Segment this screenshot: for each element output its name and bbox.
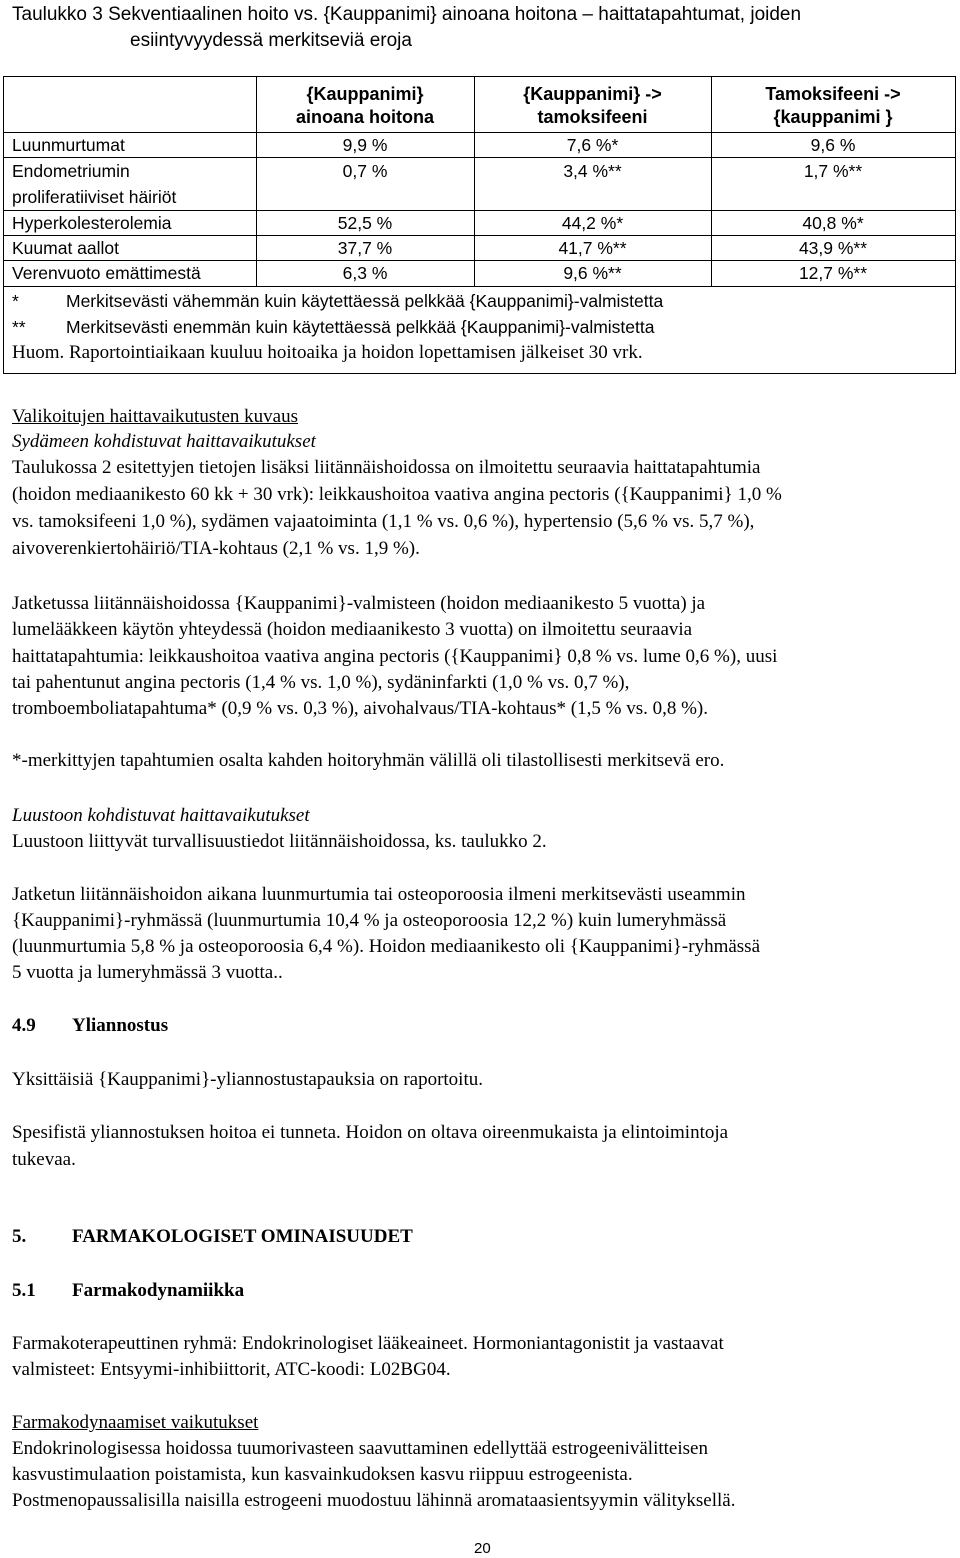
paragraph-line: *-merkittyjen tapahtumien osalta kahden hoitoryhmän välillä oli tilastollisesti merkitsevä ero. <box>12 750 725 771</box>
paragraph-line: kasvustimulaation poistamista, kun kasvainkudoksen kasvu riippuu estrogeenista. <box>12 1464 633 1485</box>
table-cell: 40,8 %* <box>802 213 864 233</box>
paragraph-line: Postmenopaussalisilla naisilla estrogeeni muodostuu lähinnä aromataasientsyymin välityksellä. <box>12 1490 736 1511</box>
table-cell: 12,7 %** <box>798 263 868 283</box>
paragraph-line: (luunmurtumia 5,8 % ja osteoporoosia 6,4 %). Hoidon mediaanikesto oli {Kauppanimi}-ryhmässä <box>12 936 761 957</box>
header-line: Tamoksifeeni -> <box>765 84 901 104</box>
row-label: Luunmurtumat <box>12 135 125 155</box>
table-cell: 0,7 % <box>342 161 388 181</box>
column-header-tamoxifen-switch <box>711 83 955 129</box>
table-cell: 43,9 %** <box>798 238 868 258</box>
table-note: Huom. Raportointiaikaan kuuluu hoitoaika ja hoidon lopettamisen jälkeiset 30 vrk. <box>12 342 643 363</box>
table-cell: 7,6 %* <box>566 135 619 155</box>
paragraph-line: lumelääkkeen käytön yhteydessä (hoidon mediaanikesto 3 vuotta) on ilmoitettu seuraavia <box>12 619 693 640</box>
heading-5-number: 5. <box>12 1226 27 1247</box>
section-heading: Valikoitujen haittavaikutusten kuvaus <box>12 406 299 427</box>
row-label: Hyperkolesterolemia <box>12 213 172 233</box>
table-rule <box>4 260 955 261</box>
subheading-pd: Farmakodynaamiset vaikutukset <box>12 1412 259 1433</box>
subheading-heart: Sydämeen kohdistuvat haittavaikutukset <box>12 431 316 452</box>
footnote-mark: ** <box>12 317 26 337</box>
paragraph-line: {Kauppanimi}-ryhmässä (luunmurtumia 10,4 % ja osteoporoosia 12,2 %) kuin lumeryhmässä <box>12 910 727 931</box>
paragraph-line: tukevaa. <box>12 1149 76 1170</box>
header-line: ainoana hoitona <box>295 107 434 127</box>
paragraph-line: Taulukossa 2 esitettyjen tietojen lisäksi liitännäishoidossa on ilmoitettu seuraavia haittatapahtumia <box>12 457 761 478</box>
table-rule <box>4 286 955 287</box>
table-cell: 3,4 %** <box>563 161 622 181</box>
paragraph-line: Farmakoterapeuttinen ryhmä: Endokrinologiset lääkeaineet. Hormoniantagonistit ja vastaavat <box>12 1333 724 1354</box>
header-line: tamoksifeeni <box>537 107 648 127</box>
table-rule <box>4 132 955 133</box>
heading-4-9-number: 4.9 <box>12 1015 36 1036</box>
row-label: proliferatiiviset häiriöt <box>12 187 177 207</box>
paragraph-line: aivoverenkiertohäiriö/TIA-kohtaus (2,1 % vs. 1,9 %). <box>12 538 420 559</box>
heading-5-title: FARMAKOLOGISET OMINAISUUDET <box>72 1226 413 1247</box>
page-number: 20 <box>474 1540 491 1557</box>
column-header-monotherapy <box>256 83 474 129</box>
heading-5-1-title: Farmakodynamiikka <box>72 1280 245 1301</box>
paragraph-line: Endokrinologisessa hoidossa tuumorivasteen saavuttaminen edellyttää estrogeenivälitteisen <box>12 1438 708 1459</box>
table-rule <box>4 235 955 236</box>
paragraph-line: Yksittäisiä {Kauppanimi}-yliannostustapauksia on raportoitu. <box>12 1069 483 1090</box>
paragraph-line: vs. tamoksifeeni 1,0 %), sydämen vajaatoiminta (1,1 % vs. 0,6 %), hypertensio (5,6 % vs. 5,7 %), <box>12 511 755 532</box>
subheading-bone: Luustoon kohdistuvat haittavaikutukset <box>12 805 310 826</box>
row-label: Kuumat aallot <box>12 238 120 258</box>
footnote-text: Merkitsevästi enemmän kuin käytettäessä pelkkää {Kauppanimi}-valmistetta <box>66 317 655 337</box>
table-caption-line1: Taulukko 3 Sekventiaalinen hoito vs. {Kauppanimi} ainoana hoitona – haittatapahtumat, joiden <box>12 4 802 25</box>
paragraph-line: tromboemboliatapahtuma* (0,9 % vs. 0,3 %), aivohalvaus/TIA-kohtaus* (1,5 % vs. 0,8 %). <box>12 698 708 719</box>
adverse-events-table <box>3 76 956 374</box>
paragraph-line: 5 vuotta ja lumeryhmässä 3 vuotta.. <box>12 962 283 983</box>
table-caption-line2: esiintyvyydessä merkitseviä eroja <box>130 30 412 51</box>
paragraph-line: Jatketussa liitännäishoidossa {Kauppanimi}-valmisteen (hoidon mediaanikesto 5 vuotta) ja <box>12 593 706 614</box>
header-line: {Kauppanimi} -> <box>523 84 662 104</box>
heading-5-1-number: 5.1 <box>12 1280 36 1301</box>
table-cell: 44,2 %* <box>561 213 624 233</box>
table-rule <box>4 157 955 158</box>
header-line: {Kauppanimi} <box>306 84 424 104</box>
header-line: {kauppanimi } <box>773 107 893 127</box>
table-cell: 9,6 % <box>810 135 856 155</box>
table-cell: 9,6 %** <box>563 263 622 283</box>
paragraph-line: valmisteet: Entsyymi-inhibiittorit, ATC-koodi: L02BG04. <box>12 1359 451 1380</box>
paragraph-line: Luustoon liittyvät turvallisuustiedot liitännäishoidossa, ks. taulukko 2. <box>12 831 547 852</box>
table-cell: 9,9 % <box>342 135 388 155</box>
table-cell: 41,7 %** <box>558 238 627 258</box>
heading-4-9-title: Yliannostus <box>72 1015 169 1036</box>
row-label: Endometriumin <box>12 161 130 181</box>
column-header-switch-tamoxifen <box>474 83 711 129</box>
paragraph-line: Spesifistä yliannostuksen hoitoa ei tunneta. Hoidon on oltava oireenmukaista ja elintoimintoja <box>12 1122 729 1143</box>
table-cell: 37,7 % <box>337 238 393 258</box>
row-label: Verenvuoto emättimestä <box>12 263 201 283</box>
table-rule <box>4 210 955 211</box>
paragraph-line: haittatapahtumia: leikkaushoitoa vaativa angina pectoris ({Kauppanimi} 0,8 % vs. lume 0,6 %), uusi <box>12 646 778 667</box>
table-cell: 6,3 % <box>342 263 388 283</box>
table-cell: 1,7 %** <box>803 161 863 181</box>
table-cell: 52,5 % <box>337 213 393 233</box>
paragraph-line: Jatketun liitännäishoidon aikana luunmurtumia tai osteoporoosia ilmeni merkitsevästi useammin <box>12 884 746 905</box>
paragraph-line: (hoidon mediaanikesto 60 kk + 30 vrk): leikkaushoitoa vaativa angina pectoris ({Kauppanimi} 1,0 % <box>12 484 782 505</box>
footnote-mark: * <box>12 291 19 311</box>
footnote-text: Merkitsevästi vähemmän kuin käytettäessä pelkkää {Kauppanimi}-valmistetta <box>66 291 664 311</box>
paragraph-line: tai pahentunut angina pectoris (1,4 % vs. 1,0 %), sydäninfarkti (1,0 % vs. 0,7 %), <box>12 672 630 693</box>
